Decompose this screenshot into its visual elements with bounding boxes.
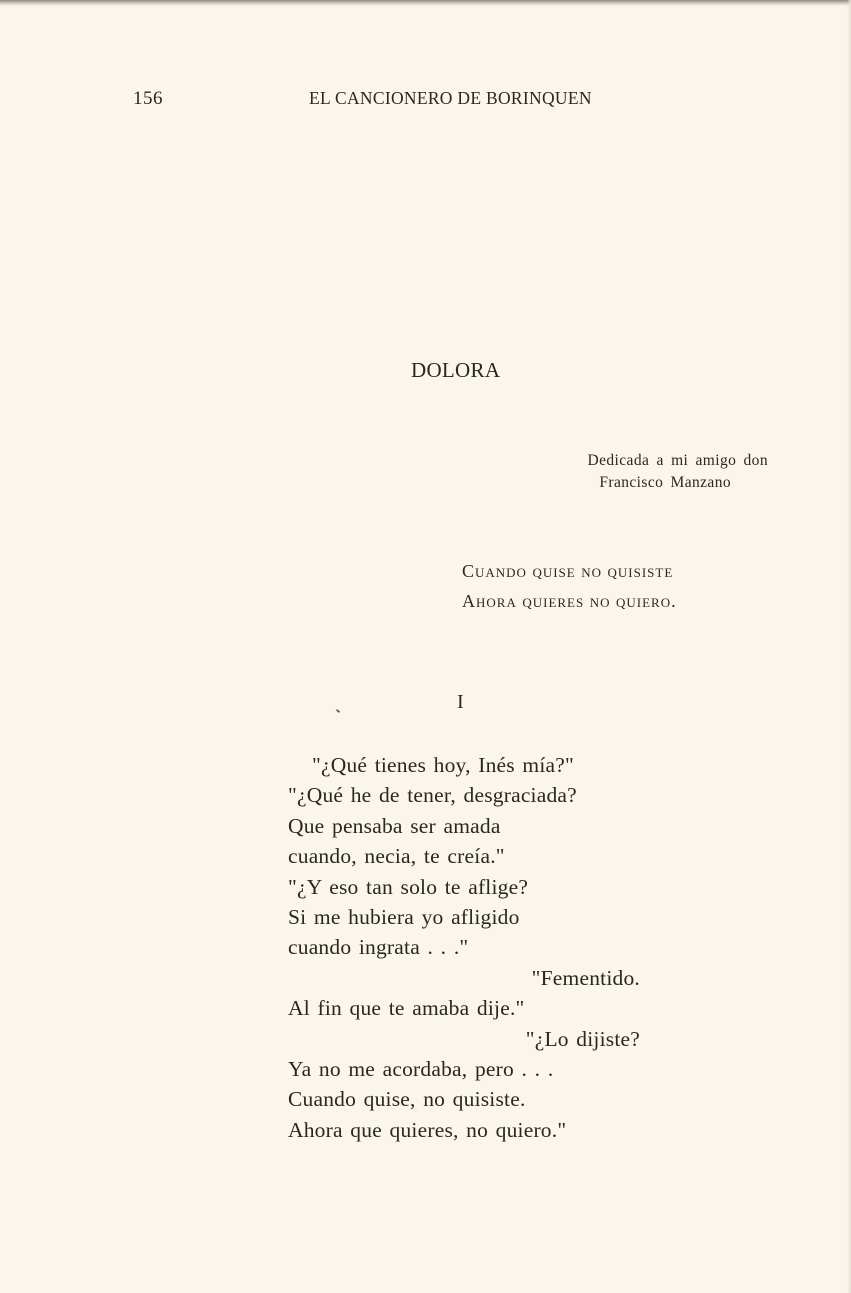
page-right-edge bbox=[847, 0, 851, 1293]
section-numeral: I bbox=[457, 691, 464, 713]
verse-line: Si me hubiera yo afligido bbox=[288, 904, 520, 929]
verse-line: Al fin que te amaba dije." bbox=[288, 996, 525, 1021]
paper-speck bbox=[336, 709, 340, 713]
verse-line: Ya no me acordaba, pero . . . bbox=[288, 1056, 554, 1081]
verse-line: "¿Y eso tan solo te aflige? bbox=[288, 874, 529, 899]
epigraph-line: Ahora quieres no quiero. bbox=[462, 591, 677, 611]
verse-line: "¿Lo dijiste? bbox=[525, 1026, 640, 1051]
verse-line: "Fementido. bbox=[531, 965, 640, 990]
epigraph bbox=[462, 556, 677, 616]
verse-line: "¿Qué he de tener, desgraciada? bbox=[288, 783, 577, 808]
epigraph-line: Cuando quise no quisiste bbox=[462, 561, 674, 581]
verse-line: cuando, necia, te creía." bbox=[288, 844, 505, 869]
page-number: 156 bbox=[133, 88, 163, 109]
verse-line: Que pensaba ser amada bbox=[288, 813, 501, 838]
verse-line: Ahora que quieres, no quiero." bbox=[288, 1117, 567, 1142]
poem-stanza bbox=[288, 750, 648, 1145]
running-title: EL CANCIONERO DE BORINQUEN bbox=[309, 88, 592, 108]
dedication-line: Dedicada a mi amigo don bbox=[587, 452, 768, 469]
poem-title: DOLORA bbox=[411, 358, 501, 382]
dedication bbox=[588, 450, 768, 494]
verse-line: cuando ingrata . . ." bbox=[288, 935, 469, 960]
verse-line: Cuando quise, no quisiste. bbox=[288, 1087, 526, 1112]
verse-line: "¿Qué tienes hoy, Inés mía?" bbox=[312, 753, 574, 777]
dedication-line: Francisco Manzano bbox=[599, 474, 731, 491]
page-top-edge bbox=[0, 0, 851, 6]
